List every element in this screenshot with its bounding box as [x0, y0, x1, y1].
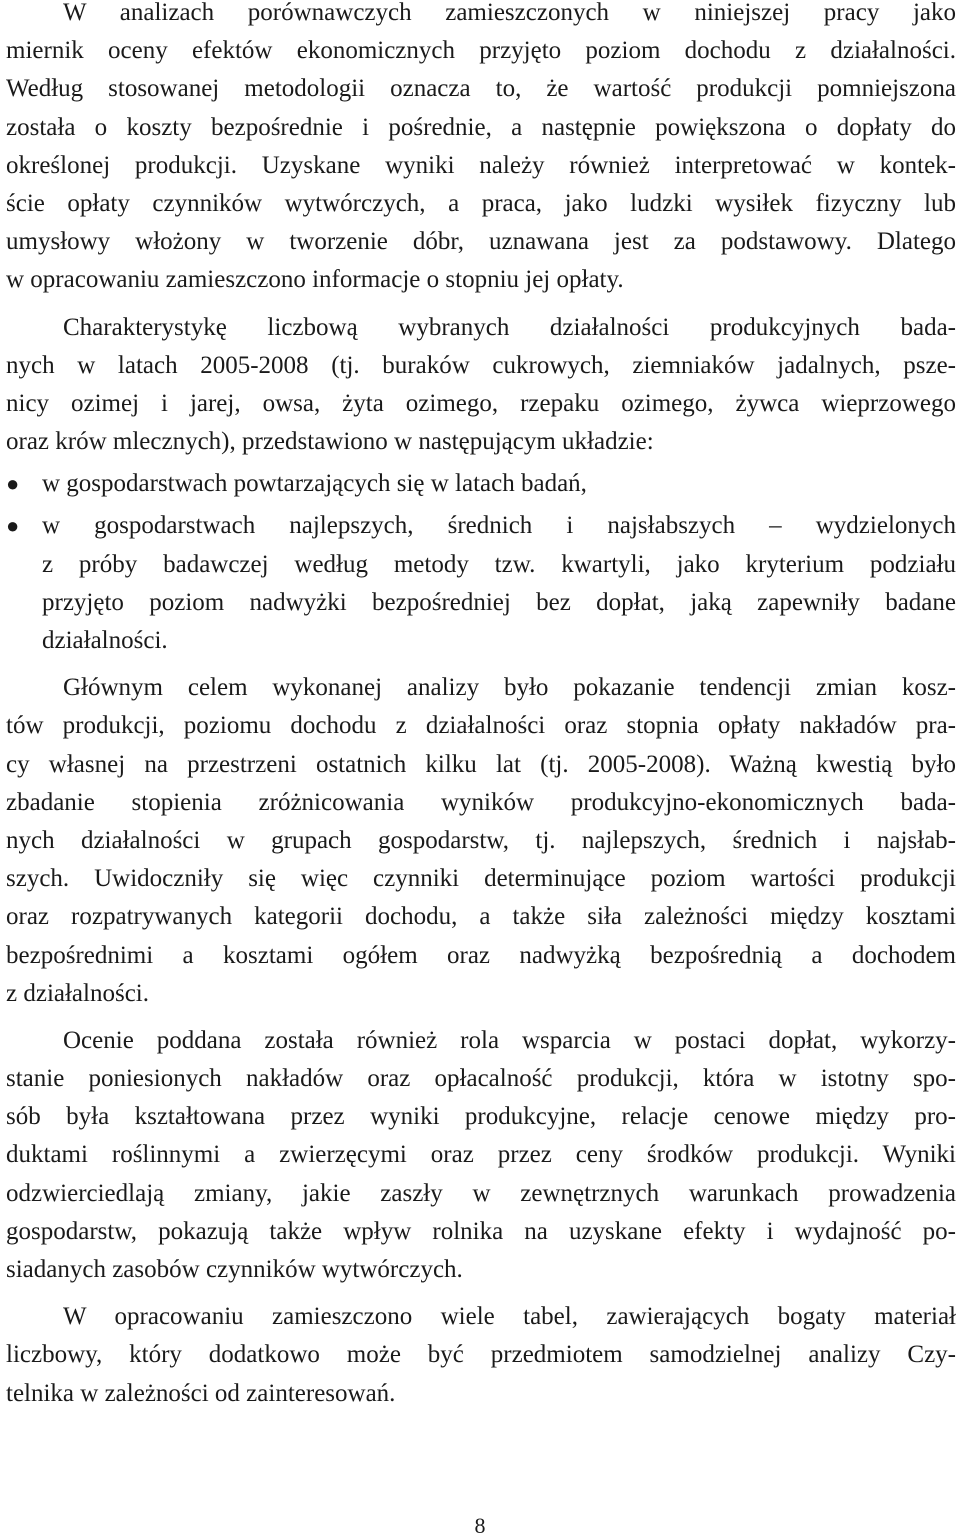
text-line: Według stosowanej metodologii oznacza to, że wartość produkcji pomniejszona	[6, 75, 956, 103]
text-line: sób była kształtowana przez wyniki produkcyjne, relacje cenowe między pro-	[6, 1103, 956, 1131]
paragraph-gap	[6, 300, 956, 309]
list-item-text: w gospodarstwach najlepszych, średnich i najsłabszych – wydzielonych	[42, 512, 956, 540]
text-line: gospodarstw, pokazują także wpływ rolnika na uzyskane efekty i wydajność po-	[6, 1217, 956, 1245]
text-line: oraz krów mlecznych), przedstawiono w następującym układzie:	[6, 428, 654, 456]
bullet-icon: ●	[6, 471, 20, 497]
text-line: została o koszty bezpośrednie i pośrednie, a następnie powiększona o dopłaty do	[6, 113, 956, 141]
text-line: tów produkcji, poziomu dochodu z działalności oraz stopnia opłaty nakładów pra-	[6, 712, 956, 740]
list-item-text: działalności.	[42, 627, 168, 654]
text-line: Ocenie poddana została również rola wsparcia w postaci dopłat, wykorzy-	[63, 1026, 956, 1054]
text-line: W opracowaniu zamieszczono wiele tabel, zawierających bogaty materiał	[63, 1303, 956, 1331]
document-page	[6, 0, 956, 1413]
paragraph-characteristics	[6, 309, 956, 462]
text-line: duktami roślinnymi a zwierzęcymi oraz przez ceny środków produkcji. Wyniki	[6, 1141, 956, 1169]
text-line: umysłowy włożony w tworzenie dóbr, uznawana jest za podstawowy. Dlatego	[6, 228, 956, 256]
list-item-text: w gospodarstwach powtarzających się w latach badań,	[42, 470, 587, 498]
list-item	[6, 507, 956, 545]
text-line: szych. Uwidoczniły się więc czynniki determinujące poziom wartości produkcji	[6, 865, 956, 893]
text-line: zbadanie stopienia zróżnicowania wyników produkcyjno-ekonomicznych bada-	[6, 788, 956, 816]
paragraph-tables-note	[6, 1298, 956, 1413]
paragraph-evaluation	[6, 1022, 956, 1289]
text-line: W analizach porównawczych zamieszczonych w niniejszej pracy jako	[63, 0, 956, 26]
paragraph-gap	[6, 1013, 956, 1022]
text-line: cy własnej na przestrzeni ostatnich kilku lat (tj. 2005-2008). Ważną kwestią było	[6, 750, 956, 778]
text-line: telnika w zależności od zainteresowań.	[6, 1379, 396, 1407]
text-line: odzwierciedlają zmiany, jakie zaszły w zewnętrznych warunkach prowadzenia	[6, 1179, 956, 1207]
paragraph-gap	[6, 660, 956, 669]
text-line: nych w latach 2005-2008 (tj. buraków cukrowych, ziemniaków jadalnych, psze-	[6, 351, 956, 379]
paragraph-methodology	[6, 0, 956, 300]
text-line: bezpośrednimi a kosztami ogółem oraz nadwyżką bezpośrednią a dochodem	[6, 941, 956, 969]
text-line: z działalności.	[6, 979, 149, 1007]
text-line: Głównym celem wykonanej analizy było pokazanie tendencji zmian kosz-	[63, 674, 956, 702]
text-line: określonej produkcji. Uzyskane wyniki należy również interpretować w kontek-	[6, 151, 956, 179]
text-line: miernik oceny efektów ekonomicznych przyjęto poziom dochodu z działalności.	[6, 37, 956, 65]
list-item-text: przyjęto poziom nadwyżki bezpośredniej bez dopłat, jaką zapewniły badane	[42, 588, 956, 616]
text-line: nicy ozimej i jarej, owsa, żyta ozimego, rzepaku ozimego, żywca wieprzowego	[6, 389, 956, 417]
text-line: w opracowaniu zamieszczono informacje o stopniu jej opłaty.	[6, 266, 624, 294]
page-number: 8	[474, 1513, 486, 1538]
paragraph-analysis-goal	[6, 669, 956, 1013]
text-line: stanie poniesionych nakładów oraz opłacalność produkcji, która w istotny spo-	[6, 1065, 956, 1093]
text-line: siadanych zasobów czynników wytwórczych.	[6, 1256, 463, 1283]
text-line: Charakterystykę liczbową wybranych działalności produkcyjnych bada-	[63, 313, 956, 341]
list-item	[6, 465, 956, 503]
text-line: liczbowy, który dodatkowo może być przedmiotem samodzielnej analizy Czy-	[6, 1341, 956, 1369]
bullet-list	[6, 465, 956, 660]
text-line: ście opłaty czynników wytwórczych, a praca, jako ludzki wysiłek fizyczny lub	[6, 189, 956, 217]
list-item-text: z próby badawczej według metody tzw. kwartyli, jako kryterium podziału	[42, 550, 956, 578]
text-line: nych działalności w grupach gospodarstw, tj. najlepszych, średnich i najsłab-	[6, 826, 956, 854]
bullet-icon: ●	[6, 513, 20, 539]
text-line: oraz rozpatrywanych kategorii dochodu, a także siła zależności między kosztami	[6, 903, 956, 931]
paragraph-gap	[6, 1289, 956, 1298]
